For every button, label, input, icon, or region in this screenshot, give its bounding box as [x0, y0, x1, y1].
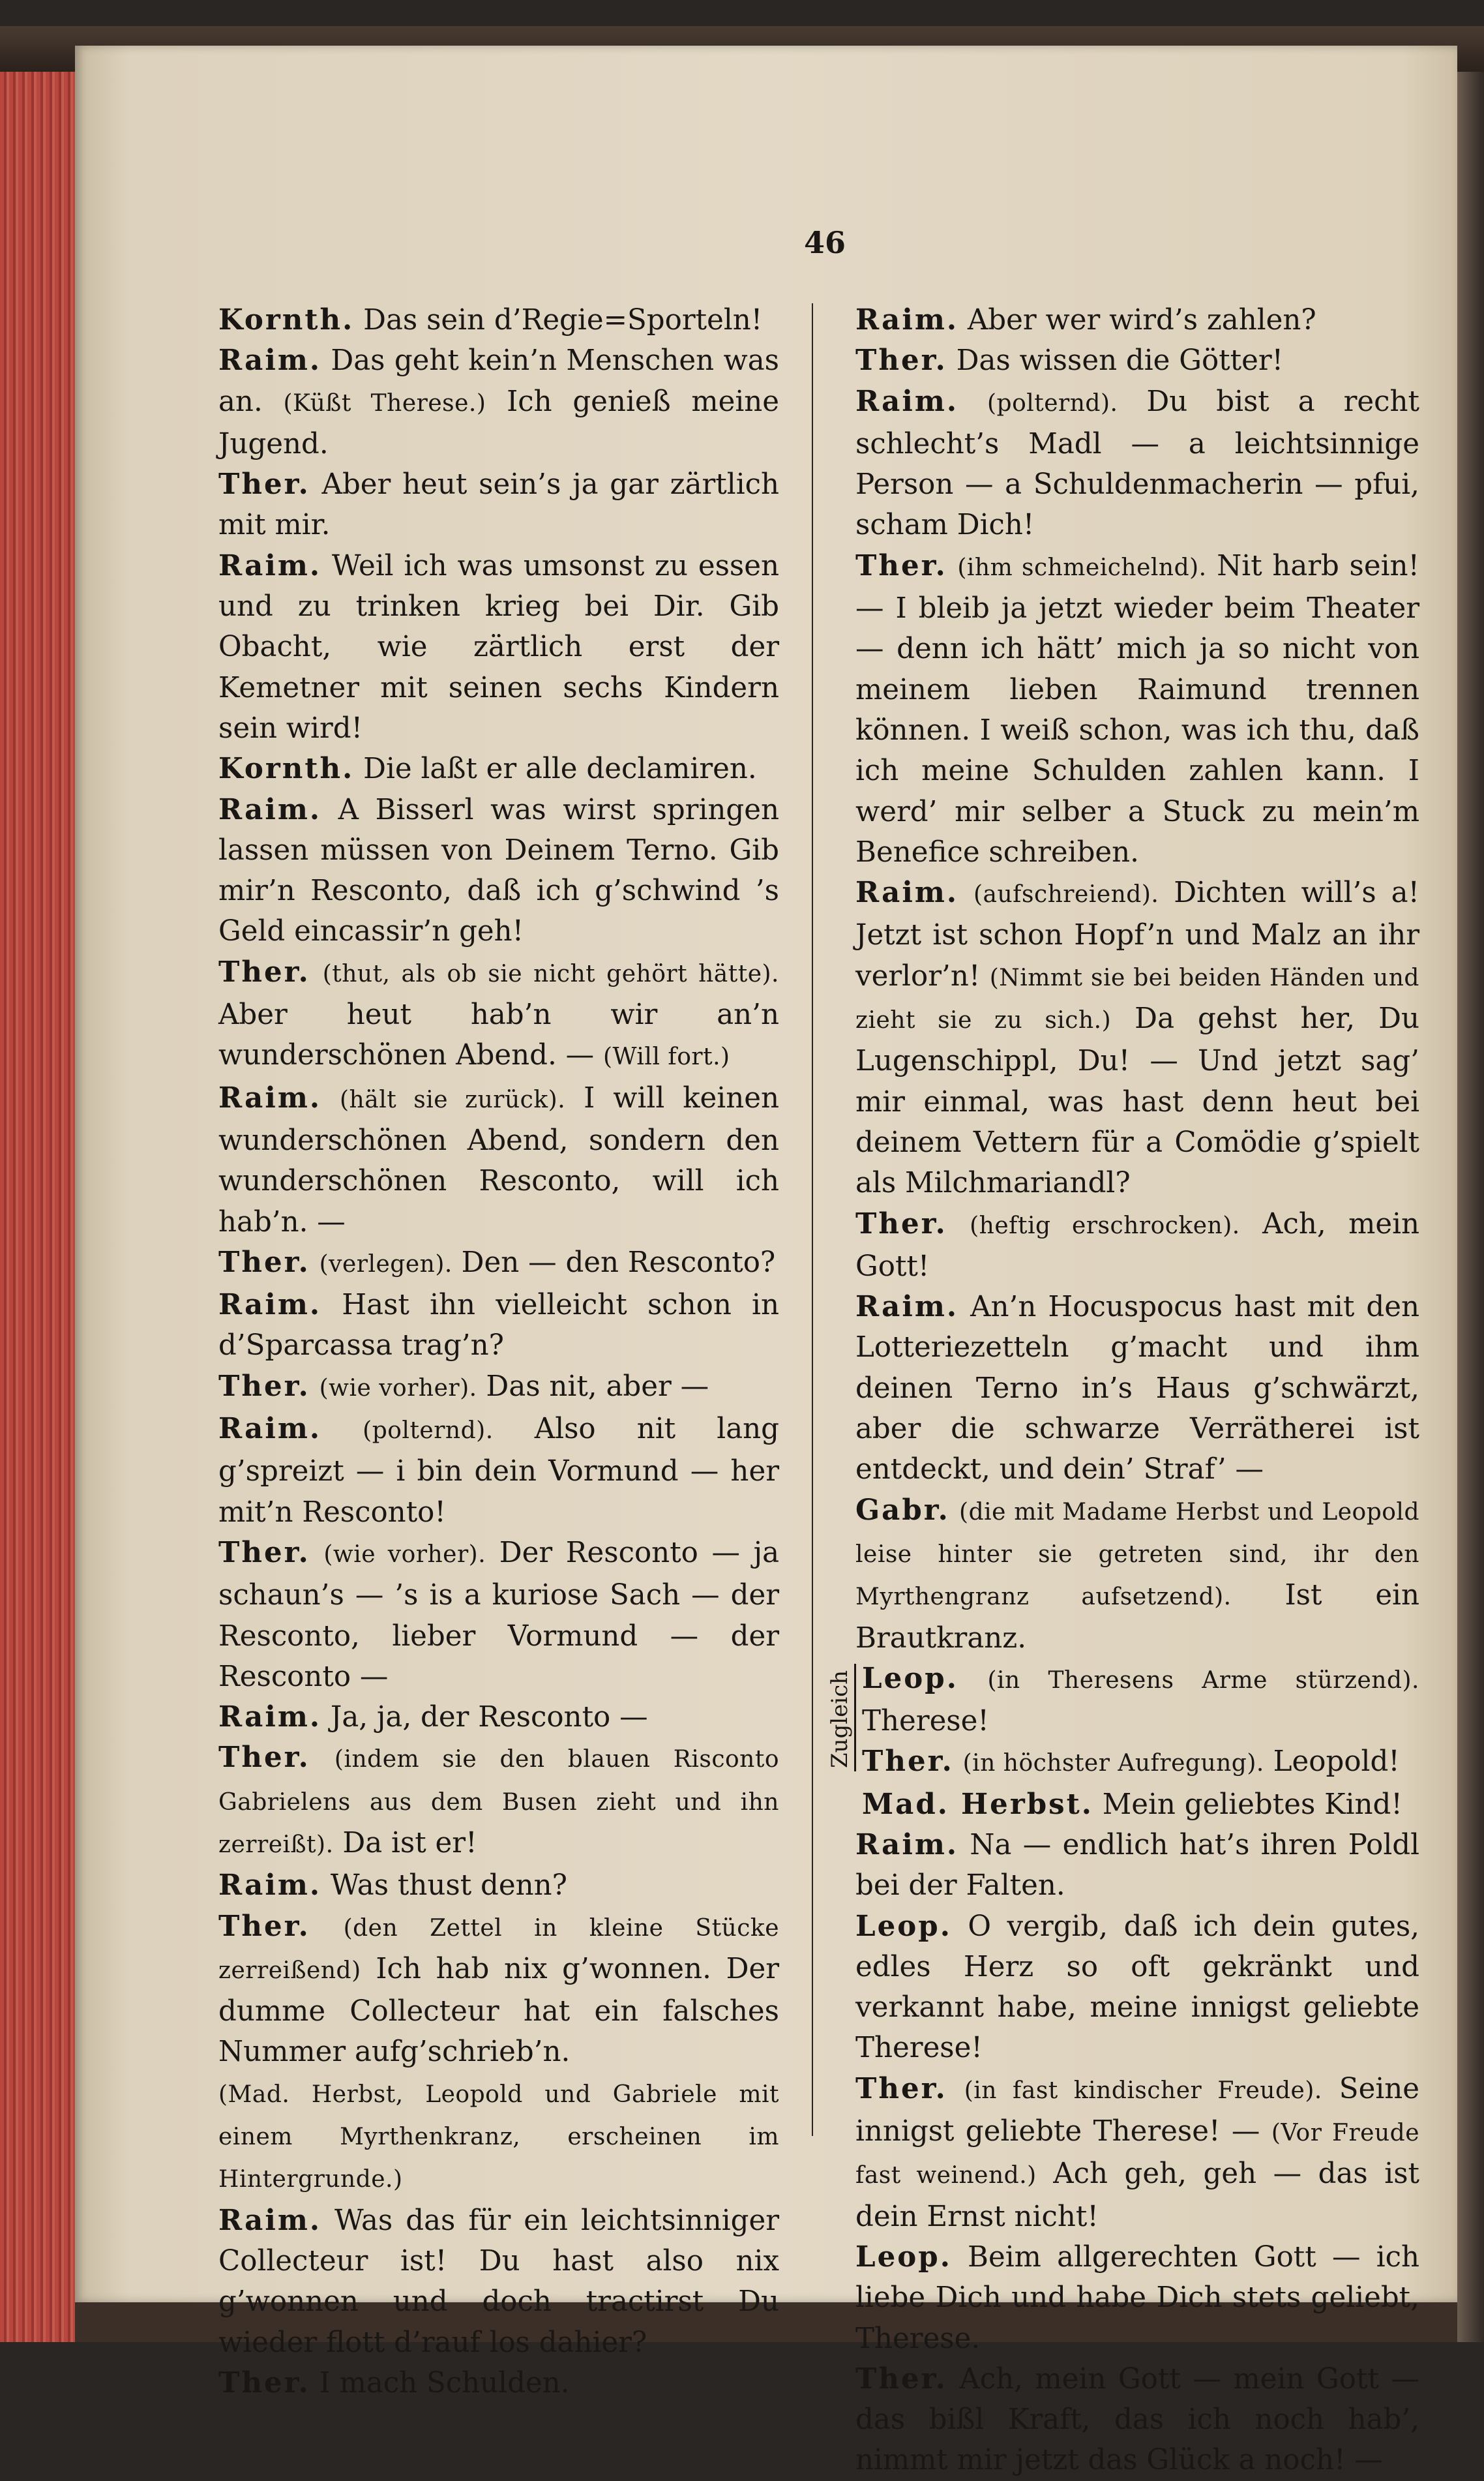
speech-text: Leopold!	[1264, 1745, 1400, 1779]
dialogue-line	[186, 300, 779, 340]
right-binding	[1457, 72, 1484, 2342]
speech-text: Da gehst her, Du Lugenschippl, Du! — Und jetzt sag’ mir einmal, was hast denn heut bei deinem Vettern für a Comödie g’spielt als Milchmariandl?	[855, 1002, 1419, 1200]
speech-text: Das wissen die Götter!	[947, 344, 1284, 378]
dialogue-line	[862, 1659, 1419, 1742]
right-column-upper	[823, 300, 1419, 1659]
speech-text: Aber heut sein’s ja gar zärtlich mit mir.	[218, 468, 779, 542]
speaker-name: Mad. Herbst.	[862, 1787, 1093, 1821]
right-column	[823, 300, 1419, 2481]
speech-text	[958, 385, 987, 418]
dialogue-line	[823, 1825, 1419, 1906]
stage-direction: (in Theresens Arme stürzend).	[987, 1666, 1419, 1694]
speaker-name: Raim.	[855, 384, 959, 418]
speaker-name: Raim.	[855, 303, 959, 337]
dialogue-line	[823, 340, 1419, 381]
dialogue-line	[823, 1490, 1419, 1659]
dialogue-line	[823, 300, 1419, 340]
speaker-name: Kornth.	[218, 752, 355, 786]
dialogue-line	[823, 546, 1419, 873]
speaker-name: Kornth.	[218, 303, 355, 337]
speaker-name: Ther.	[855, 2071, 947, 2105]
speaker-name: Raim.	[218, 792, 322, 826]
stage-direction: (Küßt Therese.)	[283, 389, 486, 417]
stage-direction: (den Zettel in kleine Stücke zerreißend)	[218, 1914, 779, 1984]
speech-text: Na — endlich hat’s ihren Poldl bei der Falten.	[855, 1828, 1419, 1902]
speech-text: I mach Schulden.	[310, 2366, 570, 2399]
speech-text: Das geht kein’n Menschen was an.	[218, 344, 779, 418]
stage-direction: (in höchster Aufregung).	[962, 1750, 1264, 1777]
speech-text: Ich genieß meine Jugend.	[218, 385, 779, 460]
dialogue-line	[186, 1533, 779, 1697]
speaker-name: Leop.	[855, 2240, 952, 2274]
dialogue-line	[186, 1737, 779, 1865]
dialogue-line	[186, 790, 779, 952]
speech-text: Die laßt er alle declamiren.	[354, 753, 757, 786]
speech-text	[947, 550, 958, 582]
dialogue-line	[186, 1865, 779, 1906]
speaker-name: Leop.	[862, 1661, 958, 1695]
speaker-name: Ther.	[218, 1741, 310, 1775]
dialogue-line	[823, 2237, 1419, 2359]
stage-direction: (Vor Freude fast weinend.)	[855, 2120, 1420, 2189]
stage-direction: (wie vorher).	[319, 1374, 477, 1402]
stage-direction: (thut, als ob sie nicht gehört hätte).	[322, 960, 779, 987]
speech-text: Du bist a recht schlecht’s Madl — a leichtsinnige Person — a Schuldenmacherin — pfui, scham Dich!	[855, 385, 1419, 542]
dialogue-line	[186, 952, 779, 1078]
dialogue-line	[186, 2073, 779, 2201]
stage-direction: (indem sie den blauen Risconto Gabrielens aus dem Busen zieht und ihn zerreißt).	[218, 1746, 779, 1858]
dialogue-line	[186, 2201, 779, 2363]
speech-text: Also nit lang g’spreizt — i bin dein Vormund — her mit’n Resconto!	[218, 1413, 779, 1529]
dialogue-line	[186, 2363, 779, 2403]
dialogue-line	[186, 340, 779, 464]
speech-text: Ach, mein Gott!	[855, 1207, 1419, 1283]
speech-text: Beim allgerechten Gott — ich liebe Dich und habe Dich stets geliebt, Therese.	[855, 2240, 1419, 2355]
speaker-name: Raim.	[218, 1412, 322, 1446]
speech-text: Therese!	[862, 1705, 989, 1738]
stage-direction: (verlegen).	[319, 1250, 453, 1278]
speech-text	[958, 1662, 988, 1695]
speech-text: I will keinen wunderschönen Abend, sondern den wunderschönen Resconto, will ich hab’n. —	[218, 1081, 779, 1239]
speaker-name: Ther.	[855, 1207, 947, 1240]
speaker-name: Raim.	[218, 1081, 322, 1115]
dialogue-line	[862, 1741, 1419, 1784]
speaker-name: Ther.	[218, 468, 310, 502]
zugleich-brace	[854, 1664, 863, 1771]
speech-text	[310, 1741, 334, 1774]
dialogue-line	[186, 1242, 779, 1285]
speaker-name: Raim.	[218, 344, 322, 378]
speech-text	[310, 1910, 344, 1943]
speaker-name: Ther.	[855, 344, 947, 378]
page-edges	[0, 72, 75, 2342]
speech-text: O vergib, daß ich dein gutes, edles Herz so oft gekränkt und verkannt habe, meine innigst geliebte Therese!	[855, 1910, 1419, 2065]
speaker-name: Raim.	[218, 1288, 322, 1322]
stage-direction: (polternd).	[363, 1417, 494, 1445]
speech-text: Hast ihn vielleicht schon in d’Sparcassa trag’n?	[218, 1289, 779, 1362]
speech-text	[310, 1246, 319, 1279]
speech-text: Ist ein Brautkranz.	[855, 1579, 1419, 1655]
speaker-name: Ther.	[218, 2366, 310, 2399]
speaker-name: Raim.	[218, 1869, 322, 1902]
speech-text: Dichten will’s a! Jetzt ist schon Hopf’n und Malz an ihr verlor’n!	[855, 877, 1419, 993]
speech-text: Ach geh, geh — das ist dein Ernst nicht!	[855, 2158, 1419, 2233]
stage-direction: (ihm schmeichelnd).	[957, 554, 1207, 581]
speech-text: Das nit, aber —	[477, 1370, 709, 1403]
stage-direction: (Will fort.)	[603, 1044, 730, 1071]
dialogue-line	[823, 873, 1419, 1203]
right-column-lower	[823, 1825, 1419, 2481]
dialogue-line	[186, 464, 779, 546]
speech-text: Da ist er!	[333, 1826, 477, 1859]
page-number: 46	[803, 225, 846, 260]
column-divider	[812, 303, 813, 2136]
speaker-name: Gabr.	[855, 1493, 950, 1527]
speech-text	[947, 1208, 970, 1240]
speech-text	[947, 2073, 964, 2105]
stage-direction: (die mit Madame Herbst und Leopold leise hinter sie getreten sind, ihr den Myrthengranz aufsetzend).	[855, 1498, 1419, 1611]
stage-direction: (aufschreiend).	[973, 881, 1159, 909]
speaker-name: Ther.	[862, 1745, 954, 1779]
dialogue-line	[823, 2069, 1419, 2237]
dialogue-line	[186, 1906, 779, 2073]
speaker-name: Raim.	[218, 1700, 322, 1734]
speech-text: Ich hab nix g’wonnen. Der dumme Collecteur hat ein falsches Nummer aufg’schrieb’n.	[218, 1952, 779, 2069]
stage-direction: (Mad. Herbst, Leopold und Gabriele mit einem Myrthenkranz, erscheinen im Hintergrunde.)	[218, 2081, 779, 2193]
dialogue-line	[186, 1409, 779, 1533]
speech-text: Nit harb sein! — I bleib ja jetzt wieder beim Theater — denn ich hätt’ mich ja so nicht von meinem lieben Raimund trennen können. I weiß schon, was ich thu, daß ich meine Schulden zahlen kann. I werd’ mir selber a Stuck zu mein’m Benefice schreiben.	[855, 549, 1419, 869]
dialogue-line	[823, 1287, 1419, 1490]
speaker-name: Ther.	[218, 1369, 310, 1403]
speech-text: Den — den Resconto?	[452, 1246, 776, 1279]
dialogue-line	[862, 1784, 1419, 1825]
speech-text: Weil ich was umsonst zu essen und zu trinken krieg bei Dir. Gib Obacht, wie zärtlich erst der Kemetner mit seinen sechs Kindern sein wird!	[218, 549, 779, 745]
speech-text: Ja, ja, der Resconto —	[321, 1701, 648, 1734]
stage-direction: (Nimmt sie bei beiden Händen und zieht sie zu sich.)	[855, 964, 1419, 1034]
speaker-name: Raim.	[855, 1290, 959, 1324]
dialogue-line	[186, 749, 779, 789]
speech-text: Was thust denn?	[321, 1869, 567, 1902]
stage-direction: (hält sie zurück).	[340, 1086, 566, 1113]
speech-text: A Bisserl was wirst springen lassen müssen von Deinem Terno. Gib mir’n Resconto, daß ich g’schwind ’s Geld eincassir’n geh!	[218, 793, 779, 948]
speech-text	[321, 1413, 363, 1445]
speaker-name: Raim.	[855, 1827, 959, 1861]
speech-text	[321, 1082, 340, 1115]
speaker-name: Ther.	[218, 1909, 310, 1943]
speech-text: Aber heut hab’n wir an’n wunderschönen Abend. —	[218, 999, 779, 1072]
left-column	[186, 300, 779, 2403]
speech-text: An’n Hocuspocus hast mit den Lotteriezetteln g’macht und ihm deinen Terno in’s Haus g’schwärzt, aber die schwarze Verrätherei ist entdeckt, und dein’ Straf’ —	[855, 1291, 1419, 1486]
speaker-name: Raim.	[218, 2203, 322, 2237]
zugleich-label-text: Zugleich	[826, 1670, 853, 1768]
dialogue-line	[823, 1906, 1419, 2069]
speech-text: Das sein d’Regie=Sporteln!	[354, 304, 763, 337]
speech-text: Aber wer wird’s zahlen?	[958, 304, 1316, 337]
speech-text	[310, 956, 323, 989]
dialogue-line	[186, 1285, 779, 1366]
dialogue-line	[186, 546, 779, 749]
zugleich-lines	[862, 1659, 1419, 1825]
speaker-name: Ther.	[218, 1535, 310, 1569]
dialogue-line	[823, 2359, 1419, 2481]
speech-text	[310, 1537, 324, 1569]
speech-text	[954, 1745, 963, 1778]
speech-text: Seine innigst geliebte Therese! —	[855, 2072, 1420, 2148]
zugleich-group	[823, 1659, 1419, 1825]
zugleich-label	[823, 1659, 857, 1780]
speech-text: Was das für ein leichtsinniger Collecteur ist! Du hast also nix g’wonnen und doch tractirst Du wieder flott d’rauf los dahier?	[218, 2204, 779, 2359]
dialogue-line	[186, 1366, 779, 1409]
dialogue-line	[823, 1204, 1419, 1287]
speaker-name: Leop.	[855, 1909, 952, 1943]
stage-direction: (wie vorher).	[323, 1541, 486, 1568]
speaker-name: Ther.	[218, 955, 310, 989]
speech-text: Ach, mein Gott — mein Gott — das bißl Kraft, das ich noch hab’, nimmt mir jetzt das Glück a noch! —	[855, 2362, 1419, 2477]
stage-direction: (in fast kindischer Freude).	[964, 2077, 1322, 2104]
dialogue-line	[186, 1697, 779, 1737]
dialogue-line	[823, 382, 1419, 546]
stage-direction: (polternd).	[987, 389, 1118, 417]
speech-text: Mein geliebtes Kind!	[1093, 1788, 1402, 1821]
speech-text	[958, 877, 973, 909]
speech-text	[310, 1370, 319, 1403]
speaker-name: Ther.	[855, 2362, 947, 2396]
speech-text	[950, 1494, 959, 1527]
stage-direction: (heftig erschrocken).	[970, 1212, 1240, 1239]
dialogue-line	[186, 1078, 779, 1242]
speaker-name: Ther.	[218, 1245, 310, 1279]
speaker-name: Raim.	[218, 549, 322, 582]
speech-text: Der Resconto — ja schaun’s — ’s is a kuriose Sach — der Resconto, lieber Vormund — der Resconto —	[218, 1536, 779, 1693]
speaker-name: Ther.	[855, 549, 947, 582]
speaker-name: Raim.	[855, 876, 959, 910]
